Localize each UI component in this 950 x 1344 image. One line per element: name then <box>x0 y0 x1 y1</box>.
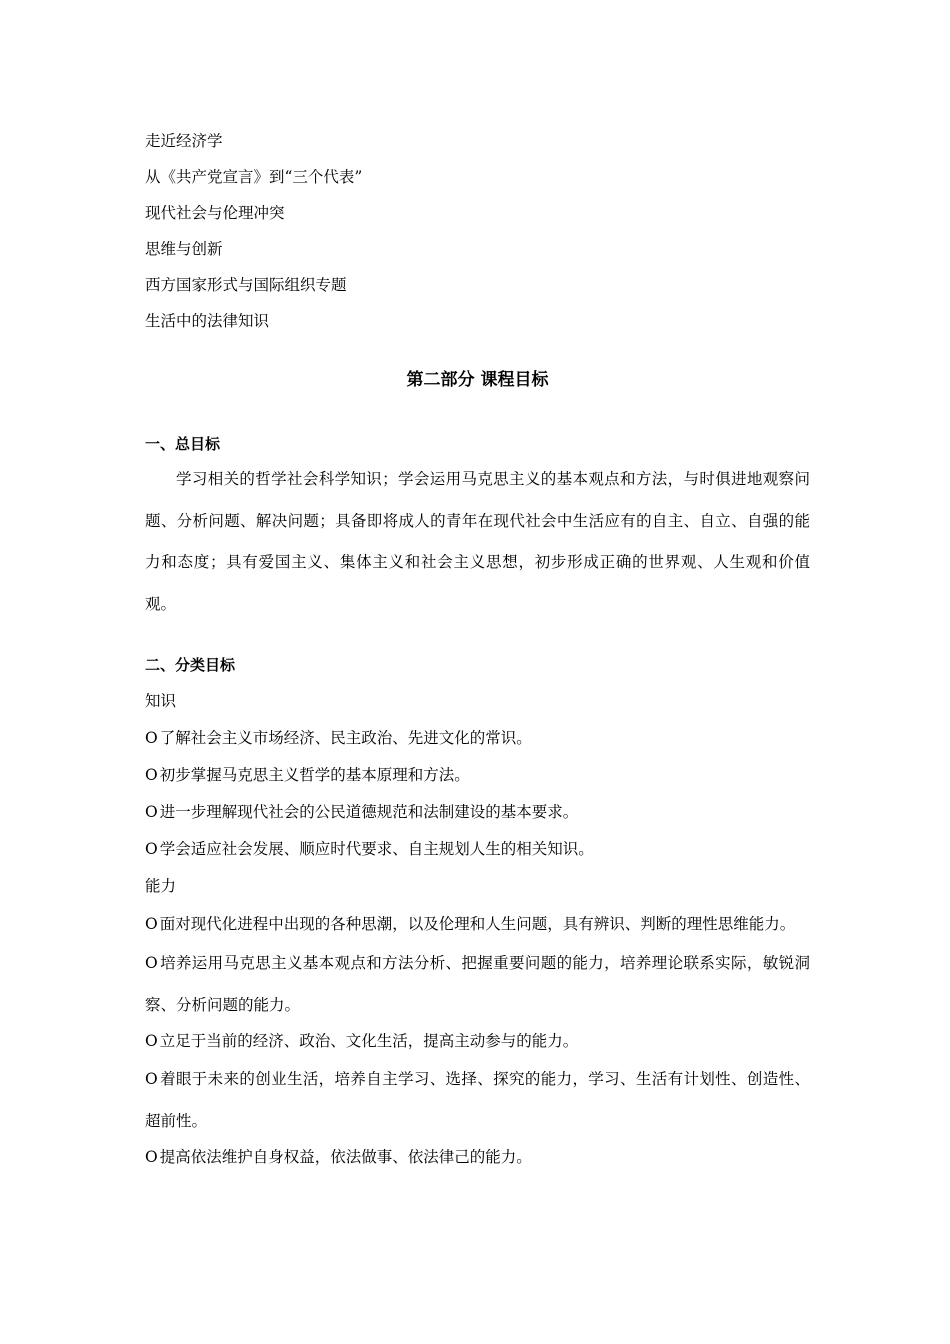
ability-bullet <box>145 942 810 1026</box>
bullet-mark: O <box>145 766 158 784</box>
bullet-text: 面对现代化进程中出现的各种思潮，以及伦理和人生问题，具有辨识、判断的理性思维能力。 <box>159 915 796 933</box>
knowledge-bullet <box>145 757 810 794</box>
ability-bullet <box>145 1023 810 1060</box>
bullet-text: 了解社会主义市场经济、民主政治、先进文化的常识。 <box>159 729 532 747</box>
knowledge-bullet <box>145 720 810 757</box>
bullet-text: 学会适应社会发展、顺应时代要求、自主规划人生的相关知识。 <box>159 840 594 858</box>
knowledge-bullet <box>145 794 810 831</box>
bullet-text: 初步掌握马克思主义哲学的基本原理和方法。 <box>159 766 470 784</box>
course-list-item: 走近经济学 <box>145 132 223 150</box>
section-heading-overall-goal: 一、总目标 <box>145 435 221 453</box>
bullet-mark: O <box>145 1032 158 1050</box>
ability-bullet <box>145 903 810 945</box>
bullet-mark: O <box>145 915 158 933</box>
subheading-knowledge: 知识 <box>145 692 177 710</box>
part-title: 第二部分 课程目标 <box>406 370 549 390</box>
course-list <box>145 123 810 339</box>
ability-bullet <box>145 1139 810 1176</box>
course-list-item: 西方国家形式与国际组织专题 <box>145 276 347 294</box>
overall-goal-paragraph: 学习相关的哲学社会科学知识；学会运用马克思主义的基本观点和方法，与时俱进地观察问题、分析问题、解决问题；具备即将成人的青年在现代社会中生活应有的自主、自立、自强的能力和态度；具有爱国主义、集体主义和社会主义思想，初步形成正确的世界观、人生观和价值观。 <box>145 470 810 613</box>
document-page <box>145 123 810 1176</box>
bullet-text: 提高依法维护自身权益，依法做事、依法律己的能力。 <box>159 1148 532 1166</box>
bullet-mark: O <box>145 954 158 972</box>
course-list-item: 从《共产党宣言》到“三个代表” <box>145 168 363 186</box>
bullet-mark: O <box>145 729 158 747</box>
bullet-mark: O <box>145 1070 158 1088</box>
bullet-mark: O <box>145 840 158 858</box>
bullet-mark: O <box>145 1148 158 1166</box>
bullet-text: 立足于当前的经济、政治、文化生活，提高主动参与的能力。 <box>159 1032 579 1050</box>
bullet-mark: O <box>145 803 158 821</box>
course-list-item: 思维与创新 <box>145 240 223 258</box>
bullet-text: 培养运用马克思主义基本观点和方法分析、把握重要问题的能力，培养理论联系实际，敏锐洞察、分析问题的能力。 <box>145 954 810 1014</box>
subheading-ability: 能力 <box>145 877 177 895</box>
course-list-item: 现代社会与伦理冲突 <box>145 204 285 222</box>
section-heading-category-goals: 二、分类目标 <box>145 656 236 674</box>
knowledge-bullet <box>145 831 810 868</box>
course-list-item: 生活中的法律知识 <box>145 312 270 330</box>
bullet-text: 着眼于未来的创业生活，培养自主学习、选择、探究的能力，学习、生活有计划性、创造性、超前性。 <box>145 1070 810 1130</box>
ability-bullet <box>145 1058 810 1142</box>
bullet-text: 进一步理解现代社会的公民道德规范和法制建设的基本要求。 <box>159 803 579 821</box>
